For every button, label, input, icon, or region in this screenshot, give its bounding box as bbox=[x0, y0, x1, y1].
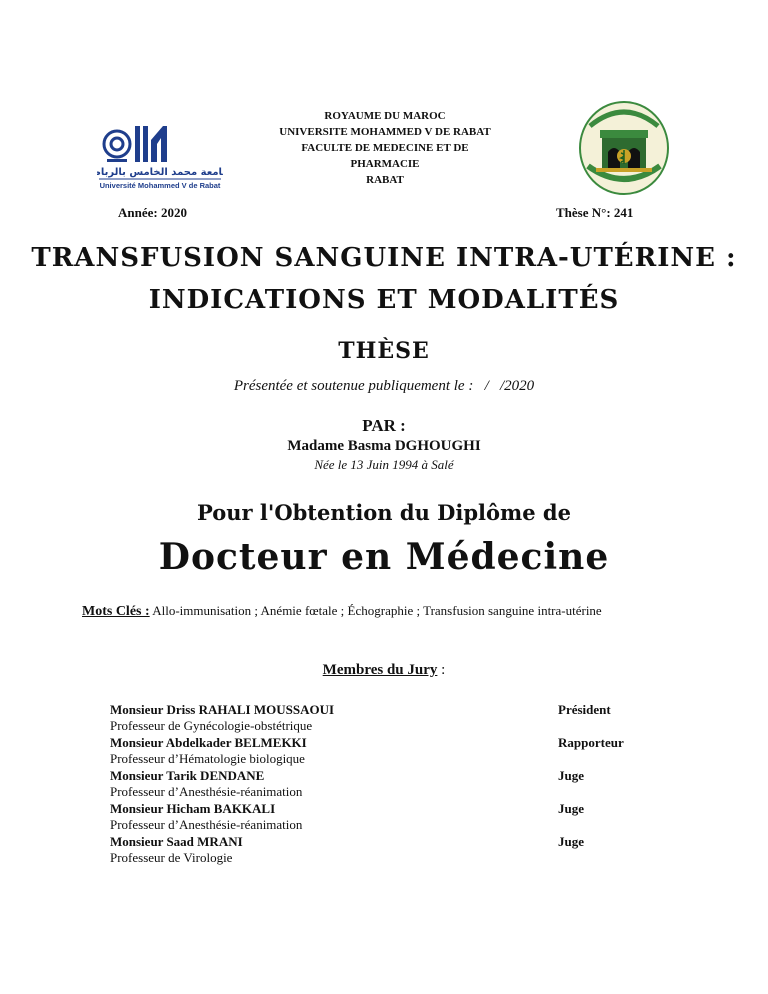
jury-member-name: Monsieur Abdelkader BELMEKKI bbox=[110, 735, 307, 750]
author-birth: Née le 13 Juin 1994 à Salé bbox=[314, 457, 454, 472]
thesis-title-line-1: TRANSFUSION SANGUINE INTRA-UTÉRINE : bbox=[31, 243, 737, 273]
institution-line: UNIVERSITE MOHAMMED V DE RABAT bbox=[279, 126, 491, 138]
jury-member-name: Monsieur Hicham BAKKALI bbox=[110, 801, 276, 816]
degree-title: Docteur en Médecine bbox=[158, 536, 610, 578]
presentation-line: Présentée et soutenue publiquement le : / /2020 bbox=[233, 378, 535, 394]
jury-member bbox=[110, 834, 670, 867]
jury-member bbox=[110, 801, 670, 834]
keywords-label: Mots Clés : bbox=[82, 604, 150, 619]
jury-member-role: Juge bbox=[558, 834, 584, 849]
jury-member bbox=[110, 735, 670, 768]
logo-arabic-text: جامعة محمد الخامس بالرباط bbox=[97, 167, 223, 178]
jury-member-name: Monsieur Tarik DENDANE bbox=[110, 768, 265, 783]
these-heading: THÈSE bbox=[338, 338, 430, 364]
jury-heading bbox=[0, 662, 768, 679]
par-label: PAR : bbox=[362, 416, 406, 435]
jury-member bbox=[110, 768, 670, 801]
jury-member-title: Professeur de Virologie bbox=[110, 850, 233, 865]
author-name: Madame Basma DGHOUGHI bbox=[287, 438, 481, 454]
university-logo bbox=[97, 118, 223, 190]
keywords-line bbox=[82, 603, 602, 620]
jury-member-role: Rapporteur bbox=[558, 735, 624, 750]
keywords-value: Allo-immunisation ; Anémie fœtale ; Échographie ; Transfusion sanguine intra-utérine bbox=[152, 603, 602, 618]
jury-member bbox=[110, 702, 670, 735]
jury-member-role: Juge bbox=[558, 801, 584, 816]
jury-title-suffix: : bbox=[437, 662, 446, 678]
jury-member-name: Monsieur Saad MRANI bbox=[110, 834, 243, 849]
jury-member-role: Juge bbox=[558, 768, 584, 783]
institution-block bbox=[250, 108, 520, 188]
jury-member-title: Professeur de Gynécologie-obstétrique bbox=[110, 718, 313, 733]
jury-member-title: Professeur d’Anesthésie-réanimation bbox=[110, 784, 303, 799]
faculty-emblem-logo bbox=[576, 96, 672, 196]
thesis-title-line-2: INDICATIONS ET MODALITÉS bbox=[148, 285, 620, 315]
jury-member-name: Monsieur Driss RAHALI MOUSSAOUI bbox=[110, 702, 335, 717]
year-label: Année: 2020 bbox=[118, 205, 187, 220]
thesis-number: Thèse N°: 241 bbox=[556, 205, 634, 220]
jury-title: Membres du Jury bbox=[322, 662, 438, 678]
logo-caption: Université Mohammed V de Rabat bbox=[99, 181, 221, 190]
jury-member-title: Professeur d’Anesthésie-réanimation bbox=[110, 817, 303, 832]
jury-member-title: Professeur d’Hématologie biologique bbox=[110, 751, 305, 766]
jury-member-role: Président bbox=[558, 702, 611, 717]
institution-line: PHARMACIE bbox=[350, 158, 420, 170]
institution-line: FACULTE DE MEDECINE ET DE bbox=[301, 142, 469, 154]
institution-line: ROYAUME DU MAROC bbox=[324, 110, 446, 122]
jury-list bbox=[110, 702, 670, 867]
obtention-line: Pour l'Obtention du Diplôme de bbox=[197, 500, 571, 525]
institution-line: RABAT bbox=[366, 174, 404, 186]
